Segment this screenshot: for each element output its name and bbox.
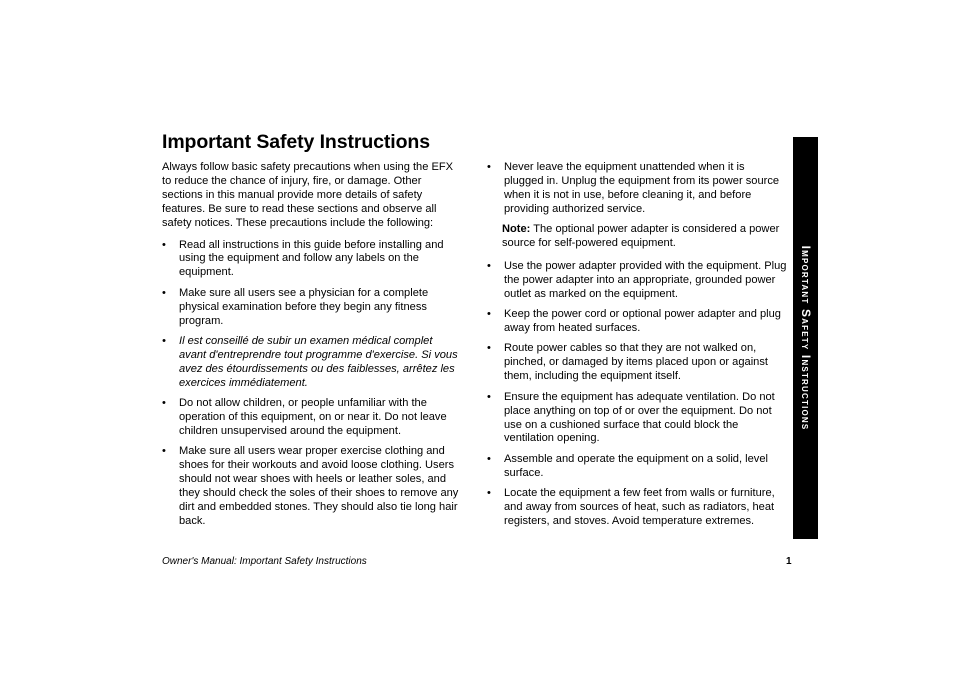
list-item-text: Make sure all users wear proper exercise clothing and shoes for their workouts and avoid loose clothing. Users should not wear shoes with heels or leather soles, and they should check the soles of their shoes to remove any dirt and embedded stones. They should also tie long hair back.: [179, 445, 459, 527]
list-item: [162, 397, 460, 439]
list-item-text: Do not allow children, or people unfamiliar with the operation of this equipment, on or near it. Do not leave children unsupervised around the equipment.: [179, 397, 447, 437]
note-paragraph: [502, 223, 787, 251]
list-item-text: Keep the power cord or optional power adapter and plug away from heated surfaces.: [504, 308, 781, 335]
list-item-text: Use the power adapter provided with the equipment. Plug the power adapter into an appropriate, grounded power outlet as marked on the equipment.: [504, 259, 787, 300]
list-item: [487, 453, 787, 481]
bullet-icon: •: [487, 161, 491, 173]
list-item: [487, 391, 787, 447]
left-bullet-list: [162, 239, 460, 529]
list-item: [487, 487, 787, 529]
bullet-icon: •: [487, 308, 491, 321]
bullet-icon: •: [487, 259, 491, 272]
list-item-text: Il est conseillé de subir un examen médical complet avant d'entreprendre tout programme d'exercise. Si vous avez des étourdissements ou des faiblesses, arrêtez les exercices immédiatement.: [179, 334, 458, 389]
section-side-tab: [793, 137, 818, 539]
side-tab-label: Important Safety Instructions: [798, 245, 813, 431]
bullet-icon: •: [162, 334, 166, 347]
list-item-text: Never leave the equipment unattended when it is plugged in. Unplug the equipment from its power source when it is not in use, before cleaning it, and before providing authorized service.: [504, 161, 780, 215]
list-item: [162, 239, 460, 281]
bullet-icon: •: [487, 390, 491, 403]
list-item: [162, 445, 460, 528]
running-footer: Owner's Manual: Important Safety Instructions: [162, 556, 367, 567]
list-item: [162, 287, 460, 329]
left-column: [162, 161, 460, 535]
list-item-text: Route power cables so that they are not walked on, pinched, or damaged by items placed upon or against them, including the equipment itself.: [504, 342, 768, 383]
list-item-text: Ensure the equipment has adequate ventilation. Do not place anything on top of or over the equipment. Do not use on a cushioned surface that could block the ventilation opening.: [504, 390, 775, 445]
bullet-icon: •: [487, 342, 491, 355]
right-column: [487, 161, 787, 535]
page-number: 1: [786, 556, 792, 567]
list-item: [487, 342, 787, 384]
list-item-text: Make sure all users see a physician for a complete physical examination before they begin any fitness program.: [179, 286, 429, 327]
right-bullet-list-top: [487, 161, 787, 217]
list-item: [162, 335, 460, 391]
intro-paragraph: Always follow basic safety precautions when using the EFX to reduce the chance of injury, fire, or damage. Other sections in this manual provide more details of safety features. Be sure to read these sections and observe all safety notices. These precautions include the following:: [162, 161, 454, 229]
bullet-icon: •: [162, 445, 166, 458]
list-item: [487, 260, 787, 302]
page-title: Important Safety Instructions: [162, 131, 430, 153]
bullet-icon: •: [487, 487, 491, 500]
right-bullet-list-bottom: [487, 260, 787, 529]
list-item: [487, 308, 787, 336]
list-item-text: Locate the equipment a few feet from walls or furniture, and away from sources of heat, such as radiators, heat registers, and stoves. Avoid temperature extremes.: [504, 487, 775, 527]
bullet-icon: •: [487, 452, 491, 465]
list-item-text: Assemble and operate the equipment on a solid, level surface.: [504, 452, 768, 479]
list-item-text: Read all instructions in this guide before installing and using the equipment and follow any labels on the equipment.: [179, 238, 444, 279]
bullet-icon: •: [162, 238, 166, 251]
list-item: [487, 161, 787, 217]
bullet-icon: •: [162, 286, 166, 299]
note-label: Note:: [502, 223, 531, 236]
note-text: The optional power adapter is considered a power source for self-powered equipment.: [502, 223, 780, 250]
bullet-icon: •: [162, 397, 166, 410]
